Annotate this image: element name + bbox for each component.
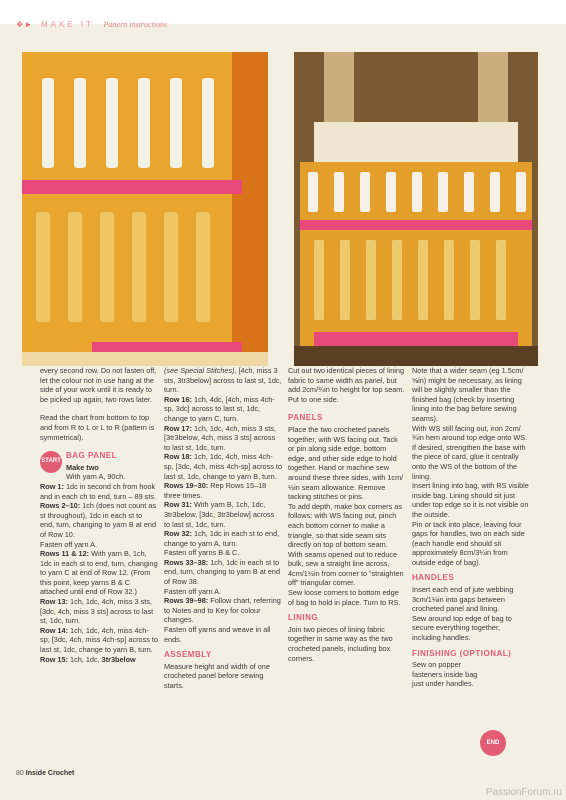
lining-heading: LINING — [288, 613, 319, 623]
handles-heading: HANDLES — [412, 573, 455, 583]
pin-tack-text: Pin or tack into place, leaving four gaps for handles, two on each side (each handle end should sit approximately 8cm/3¼in from outside edge of bag). — [412, 519, 525, 567]
fasten-off-bc: Fasten off yarns B & C. — [164, 548, 240, 558]
row13-instruction: Row 13: 1ch, 1dc, 4ch, miss 3 sts, [3dc, 4ch, miss 3 sts] across to last st, 1dc, turn. — [40, 597, 154, 626]
box-corners-text: To add depth, make box corners as follows: with WS facing out, pinch each bottom corner to make a triangle, so that side seam sits directly on top of bottom seam. — [288, 501, 402, 550]
row17-instruction: Row 17: 1ch, 1dc, 4ch, miss 3 sts, [3tr3below, 4ch, miss 3 sts] across to last st, 1dc, turn. — [164, 423, 276, 452]
lining-cut-text: Cut out two identical pieces of lining fabric to same width as panel, but add 2cm/¾in to height for top seam. Put to one side. — [288, 366, 405, 404]
fasten-off-a2: Fasten off yarn A. — [164, 586, 222, 596]
rows11-12-instruction: Rows 11 & 12: With yarn B, 1ch, 1dc in each st to end, turn, changing to yarn C at end of Row 12. (From this point, keep yarns B & C attached until end of Row 32.) — [40, 549, 158, 597]
assembly-heading: ASSEMBLY — [164, 650, 212, 660]
seams-text: With seams opened out to reduce bulk, sew a straight line across, 4cm/1½in from corner to “straighten off” triangular corner. — [288, 549, 404, 588]
page-footer — [16, 770, 74, 777]
panels-heading: PANELS — [288, 413, 323, 423]
bag-panel-header — [40, 451, 158, 482]
page-number: 80 — [16, 770, 24, 777]
insert-lining-text: Insert lining into bag, with RS visible inside bag. Lining should sit just under top edge so it is not visible on the outside. — [412, 481, 529, 519]
column-4 — [412, 366, 530, 689]
bag-interior-illustration — [294, 52, 538, 366]
rows33-38-instruction: Rows 33–38: 1ch, 1dc in each st to end, turn, changing to yarn B at end of Row 38. — [164, 557, 281, 587]
panel-closeup-illustration — [22, 52, 268, 366]
col1-chart-note: Read the chart from bottom to top and from R to L or L to R (pattern is symmetrical). — [40, 413, 155, 442]
row16-instruction: Row 16: 1ch, 4dc, [4ch, miss 4ch-sp, 3dc] across to last st, 1dc, change to yarn C, turn. — [164, 394, 275, 423]
header-subtitle: Pattern instructions — [103, 20, 168, 29]
handles-text-1: Insert each end of jute webbing 3cm/1⅛in into gaps between crocheted panel and lining. — [412, 585, 514, 614]
watermark: PassionForum.ru — [485, 787, 562, 798]
handles-text-2: Sew around top edge of bag to secure everything together, including handles. — [412, 613, 512, 643]
lining-text: Join two pieces of lining fabric together in same way as the two crocheted panels, including box corners. — [288, 624, 393, 663]
fasten-off-a: Fasten off yarn A. — [40, 539, 98, 549]
finishing-text: Sew on popper fasteners inside bag just under handles. — [412, 660, 478, 689]
header-arrows-icon: ❖► — [16, 20, 34, 29]
rows19-30-instruction: Rows 19–30: Rep Rows 15–18 three times. — [164, 481, 267, 500]
row1-instruction: Row 1: 1dc in second ch from hook and in each ch to end, turn – 89 sts. — [40, 481, 157, 501]
panels-text: Place the two crocheted panels together, with WS facing out. Tack or pin along side edge, bottom edge, and other side edge to hold together. Hand or machine sew around these three sides, with 1cm/½in seam allowance. Remove tacking stitches or pins. — [288, 424, 404, 502]
end-badge-icon: END — [480, 730, 506, 756]
finishing-heading: FINISHING (OPTIONAL) — [412, 648, 512, 658]
bag-panel-heading: BAG PANEL — [66, 451, 118, 461]
section-header — [16, 20, 167, 29]
row18-instruction: Row 18: 1ch, 1dc, 4ch, miss 4ch-sp, [3dc, 4ch, miss 4ch-sp] across to last st, 1dc, change to yarn B, turn. — [164, 452, 283, 481]
assembly-text: Measure height and width of one crocheted panel before sewing starts. — [164, 661, 270, 690]
row32-instruction: Row 32: 1ch, 1dc in each st to end, change to yarn A, turn. — [164, 529, 280, 548]
column-3 — [288, 366, 406, 663]
col1-intro: every second row. Do not fasten off, let the colour not in use hang at the side of your work until it is ready to be picked up again, two rows later. — [40, 366, 157, 404]
column-1 — [40, 366, 158, 664]
with-yarn-text: With yarn A, 90ch. — [66, 472, 126, 482]
loose-corners-text: Sew loose corners to bottom edge of bag to hold in place. Turn to RS. — [288, 588, 401, 607]
photo-panel-closeup — [22, 52, 268, 366]
row14-instruction: Row 14: 1ch, 1dc, 4ch, miss 4ch-sp, [3dc, 4ch, miss 4ch-sp] across to last st, 1dc, change to yarn B, turn. — [40, 625, 159, 655]
row15-instruction: Row 15: 1ch, 1dc, 3tr3below — [40, 654, 136, 664]
seam-note-text: Note that a wider seam (eg 1.5cm/⅝in) might be necessary, as lining will be slightly smaller than the finished bag (check by inserting lining into the bag before sewing seams). — [412, 366, 524, 423]
row31-instruction: Row 31: With yarn B, 1ch, 1dc, 3tr3below, [3dc, 3tr3below] across to last st, 1dc, turn. — [164, 500, 275, 529]
rows2-10-instruction: Rows 2–10: 1ch (does not count as st throughout), 1dc in each st to end, turn, changing to yarn B at end of Row 10. — [40, 501, 157, 539]
make-two-label: Make two — [66, 462, 99, 472]
column-2 — [164, 366, 282, 691]
magazine-name: Inside Crochet — [25, 770, 75, 777]
rows39-98-instruction: Rows 39–98: Follow chart, referring to Notes and to Key for colour changes. — [164, 596, 281, 625]
iron-hem-text: With WS still facing out, iron 2cm/¾in hem around top edge onto WS. If desired, strengthen the base with the piece of card, glue it centrally onto the WS of the bottom of the lining. — [412, 423, 528, 481]
header-make-it: MAKE IT — [40, 20, 94, 29]
start-badge-icon: START — [40, 451, 62, 473]
weave-in-text: Fasten off yarns and weave in all ends. — [164, 625, 271, 644]
photo-bag-interior — [294, 52, 538, 366]
row15-continued: (see Special Stitches), [4ch, miss 3 sts, 3tr3below] across to last st, 1dc, turn. — [164, 366, 282, 395]
